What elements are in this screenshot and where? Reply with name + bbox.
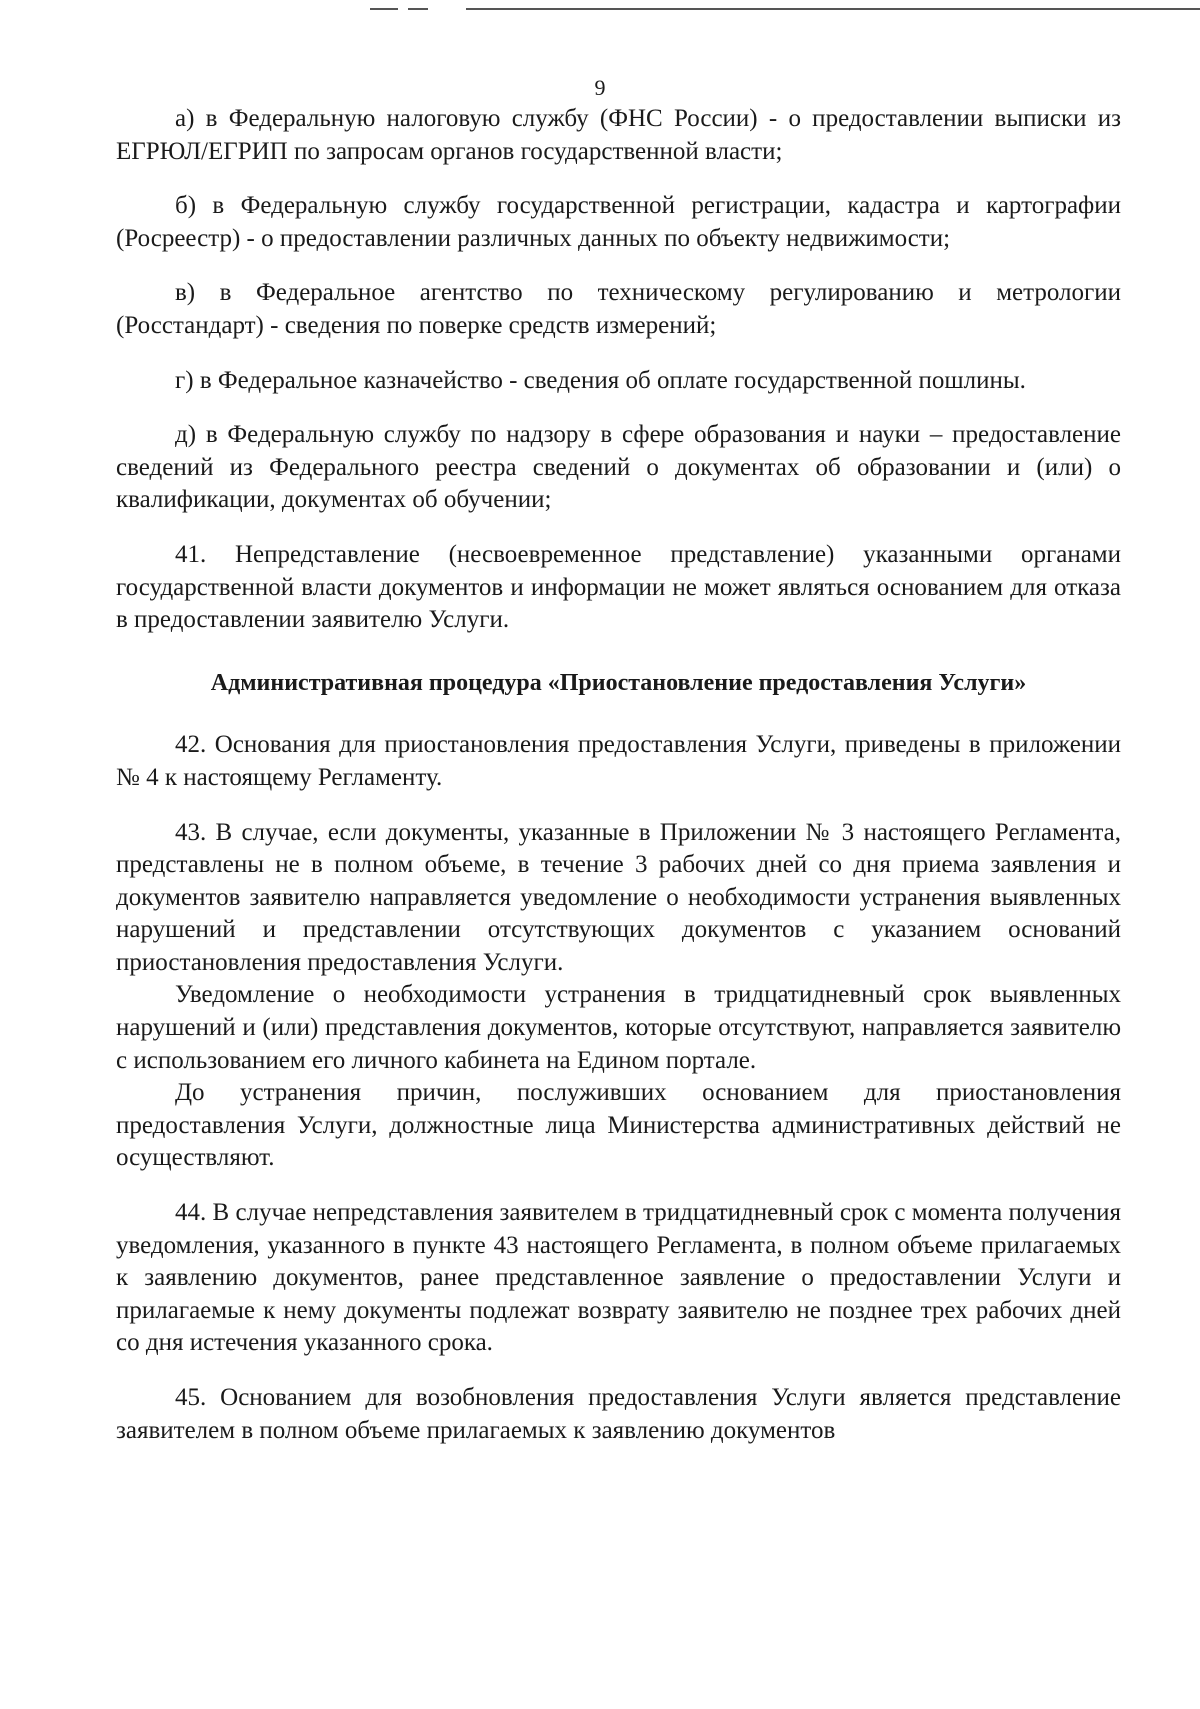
page-number: 9	[594, 75, 606, 100]
scan-artifact-line	[466, 8, 1200, 10]
scan-artifact-line	[408, 8, 428, 10]
paragraph-44: 44. В случае непредставления заявителем в тридцатидневный срок с момента получения уведомления, указанного в пункте 43 настоящего Регламента, в полном объеме прилагаемых к заявлению документов, ранее представленное заявление о предоставлении Услуги и прилагаемые к нему документы подлежат возврату заявителю не позднее трех рабочих дней со дня истечения указанного срока.	[116, 1199, 1121, 1357]
paragraph-a: а) в Федеральную налоговую службу (ФНС России) - о предоставлении выписки из ЕГРЮЛ/ЕГРИП по запросам органов государственной власти;	[116, 105, 1121, 165]
paragraph-v: в) в Федеральное агентство по техническому регулированию и метрологии (Росстандарт) - сведения по поверке средств измерений;	[116, 279, 1121, 339]
paragraph-42: 42. Основания для приостановления предоставления Услуги, приведены в приложении № 4 к настоящему Регламенту.	[116, 731, 1121, 791]
paragraph-d: д) в Федеральную службу по надзору в сфере образования и науки – предоставление сведений из Федерального реестра сведений о документах об образовании и (или) о квалификации, документах об обучении;	[116, 421, 1121, 514]
paragraph-b: б) в Федеральную службу государственной регистрации, кадастра и картографии (Росреестр) - о предоставлении различных данных по объекту недвижимости;	[116, 192, 1121, 252]
paragraph-43-until: До устранения причин, послуживших основанием для приостановления предоставления Услуги, должностные лица Министерства административных действий не осуществляют.	[116, 1079, 1121, 1172]
document-body	[116, 103, 1121, 1447]
paragraph-43: 43. В случае, если документы, указанные в Приложении № 3 настоящего Регламента, представлены не в полном объеме, в течение 3 рабочих дней со дня приема заявления и документов заявителю направляется уведомление о необходимости устранения выявленных нарушений и представлении отсутствующих документов с указанием оснований приостановления предоставления Услуги.	[116, 818, 1121, 976]
paragraph-45: 45. Основанием для возобновления предоставления Услуги является представление заявителем в полном объеме прилагаемых к заявлению документов	[116, 1384, 1121, 1444]
paragraph-43-notice: Уведомление о необходимости устранения в тридцатидневный срок выявленных нарушений и (или) представления документов, которые отсутствуют, направляется заявителю с использованием его личного кабинета на Едином портале.	[116, 981, 1121, 1074]
paragraph-41: 41. Непредставление (несвоевременное представление) указанными органами государственной власти документов и информации не может являться основанием для отказа в предоставлении заявителю Услуги.	[116, 540, 1121, 634]
paragraph-g: г) в Федеральное казначейство - сведения об оплате государственной пошлины.	[175, 366, 1026, 394]
scan-artifact-line	[370, 8, 398, 10]
section-heading: Административная процедура «Приостановление предоставления Услуги»	[210, 669, 1027, 696]
